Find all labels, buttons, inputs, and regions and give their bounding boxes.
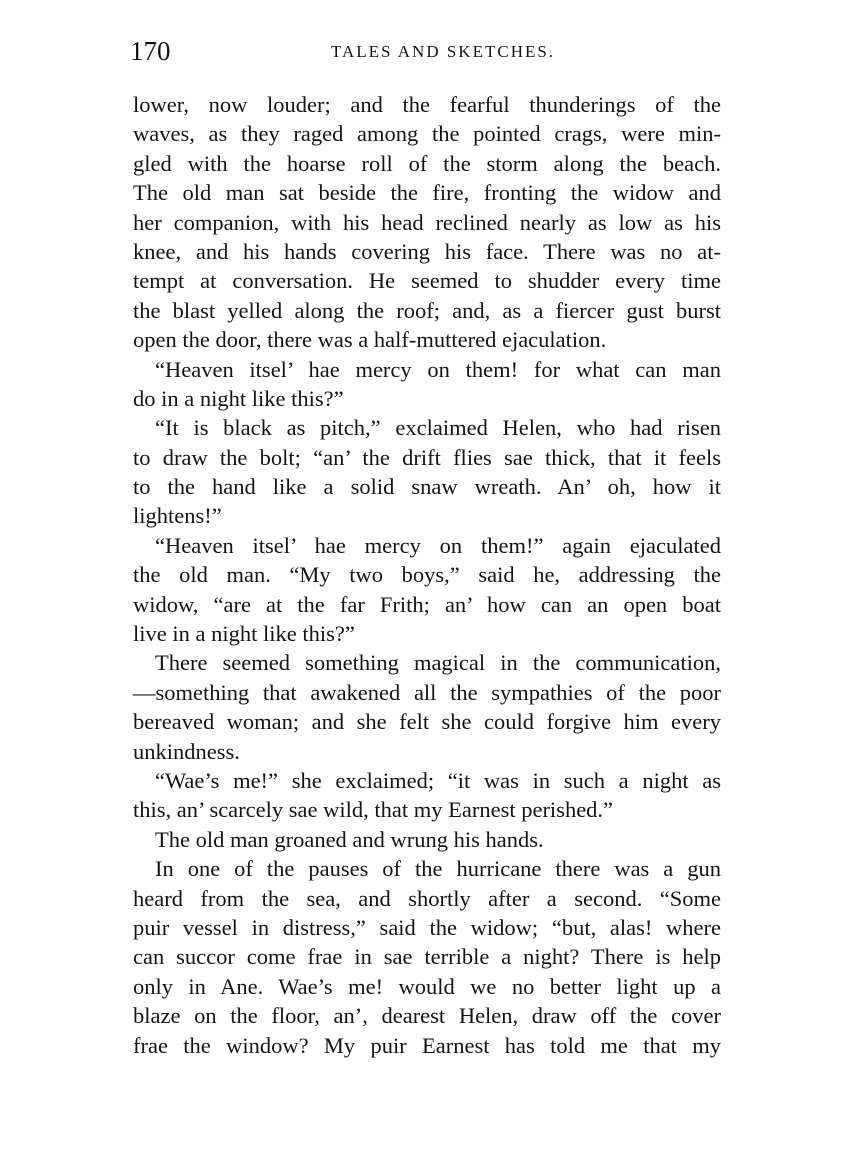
text-line: unkindness. — [133, 738, 240, 764]
running-title: TALES AND SKETCHES. — [330, 42, 556, 61]
text-line: open the door, there was a half-muttered ejaculation. — [133, 327, 607, 353]
text-line: her companion, with his head reclined nearly as low as his — [133, 209, 721, 235]
text-line: the blast yelled along the roof; and, as a fiercer gust burst — [133, 297, 721, 323]
text-line: do in a night like this?” — [133, 385, 344, 411]
text-line: can succor come frae in sae terrible a night? There is help — [133, 944, 721, 970]
text-line: heard from the sea, and shortly after a second. “Some — [133, 885, 721, 911]
page-number: 170 — [130, 36, 171, 66]
text-line: “It is black as pitch,” exclaimed Helen, who had risen — [155, 415, 721, 441]
text-line: In one of the pauses of the hurricane there was a gun — [155, 856, 721, 882]
body-text — [133, 90, 721, 1060]
running-head — [130, 34, 720, 68]
text-line: to the hand like a solid snaw wreath. An’ oh, how it — [133, 474, 721, 500]
text-line: only in Ane. Wae’s me! would we no better light up a — [133, 973, 721, 999]
text-line: gled with the hoarse roll of the storm along the beach. — [133, 150, 721, 176]
text-line: live in a night like this?” — [133, 621, 355, 647]
text-line: the old man. “My two boys,” said he, addressing the — [133, 562, 721, 588]
text-line: puir vessel in distress,” said the widow; “but, alas! where — [133, 914, 721, 940]
text-line: to draw the bolt; “an’ the drift flies sae thick, that it feels — [133, 444, 721, 470]
text-line: The old man groaned and wrung his hands. — [155, 826, 544, 852]
text-line: this, an’ scarcely sae wild, that my Earnest perished.” — [133, 797, 614, 823]
text-line: blaze on the floor, an’, dearest Helen, draw off the cover — [133, 1003, 721, 1029]
text-line: waves, as they raged among the pointed crags, were min- — [133, 121, 721, 147]
text-line: bereaved woman; and she felt she could forgive him every — [133, 709, 721, 735]
text-line: The old man sat beside the fire, fronting the widow and — [133, 180, 721, 206]
text-line: knee, and his hands covering his face. There was no at- — [133, 238, 721, 264]
text-line: —something that awakened all the sympathies of the poor — [133, 679, 721, 705]
text-line: tempt at conversation. He seemed to shudder every time — [133, 268, 721, 294]
text-line: lightens!” — [133, 503, 222, 529]
text-line: “Wae’s me!” she exclaimed; “it was in such a night as — [155, 767, 721, 793]
text-line: “Heaven itsel’ hae mercy on them!” again ejaculated — [155, 532, 721, 558]
text-line: lower, now louder; and the fearful thunderings of the — [133, 92, 721, 117]
text-line: widow, “are at the far Frith; an’ how can an open boat — [133, 591, 721, 617]
text-line: There seemed something magical in the communication, — [155, 650, 721, 676]
text-line: frae the window? My puir Earnest has told me that my — [133, 1032, 721, 1058]
text-line: “Heaven itsel’ hae mercy on them! for what can man — [155, 356, 721, 382]
